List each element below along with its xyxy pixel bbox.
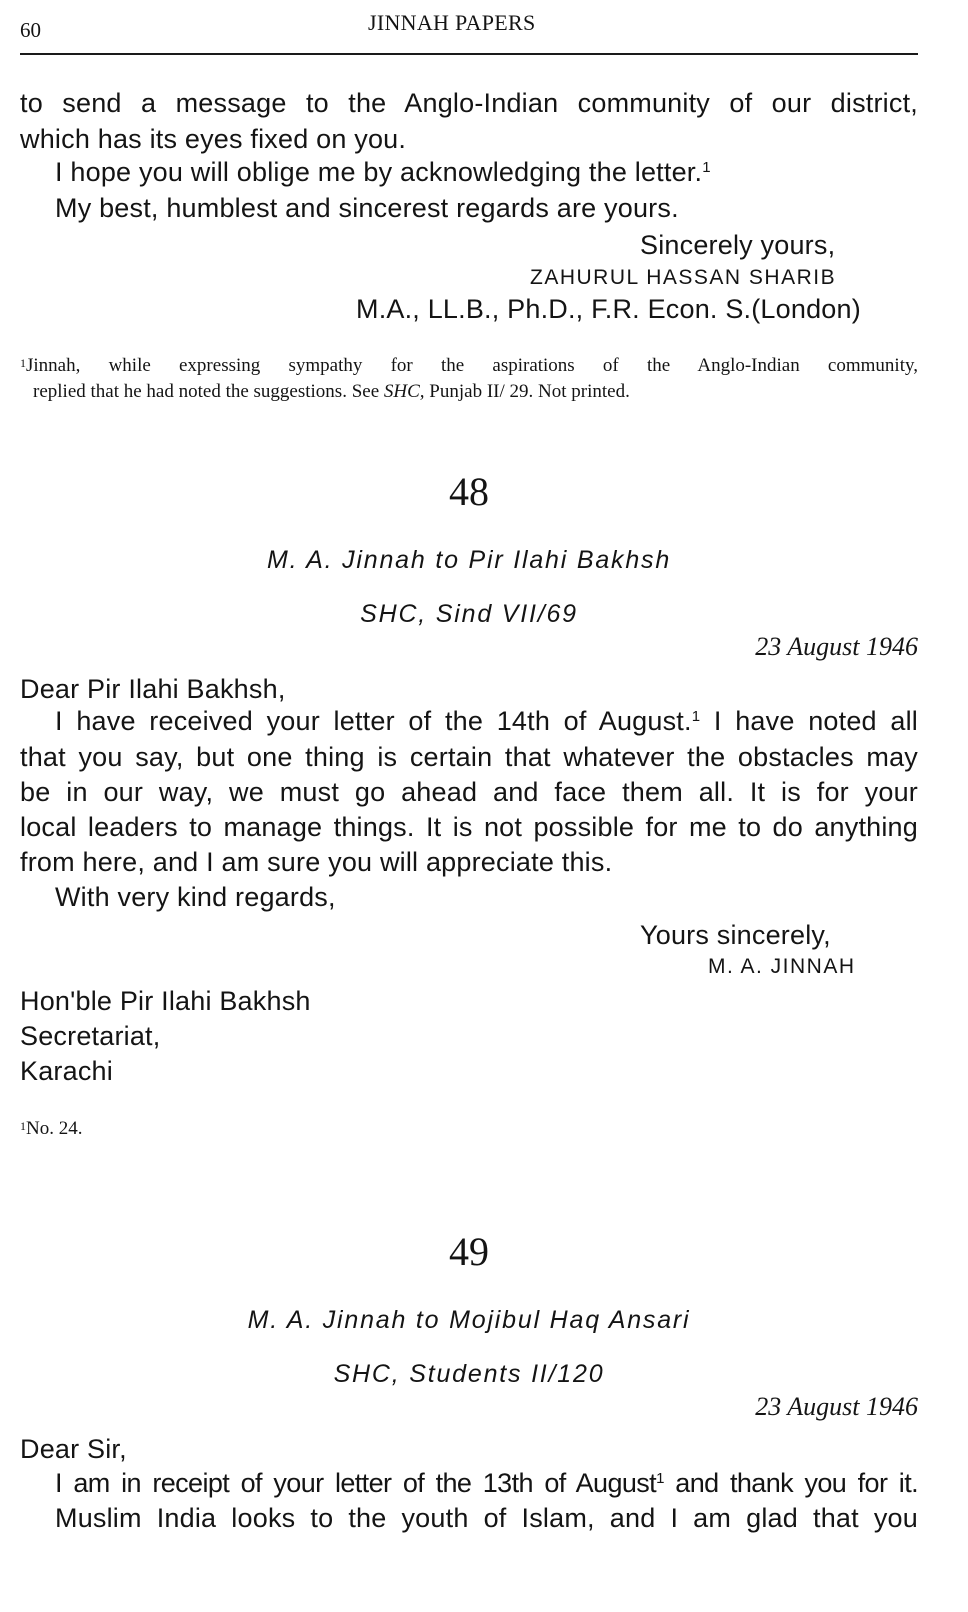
document-48-title: M. A. Jinnah to Pir Ilahi Bakhsh [266, 546, 672, 574]
document-48-line-3: be in our way, we must go ahead and face them all. It is for your [20, 777, 918, 807]
document-number-48: 48 [449, 469, 489, 514]
top-letter-line-1: to send a message to the Anglo-Indian community of our district, [20, 88, 918, 118]
top-footnote-line-1: $^1$Jinnah, while expressing sympathy for the aspirations of the Anglo-Indian community, [20, 355, 918, 376]
document-48-salutation: Dear Pir Ilahi Bakhsh, [20, 674, 286, 704]
document-48-source: SHC, Sind VII/69 [360, 600, 578, 628]
document-48-addressee-line-1: Hon'ble Pir Ilahi Bakhsh [20, 986, 311, 1016]
document-48-addressee-line-3: Karachi [20, 1056, 113, 1086]
top-letter-line-2: which has its eyes fixed on you. [20, 124, 407, 154]
page-number: 60 [20, 18, 41, 42]
footnote-marker: 1 [656, 1470, 664, 1487]
document-48-line-5: from here, and I am sure you will appreciate this. [20, 847, 613, 877]
footnote-marker: 1 [20, 1119, 26, 1133]
document-48-line-6: With very kind regards, [55, 882, 336, 912]
document-48-date: 23 August 1946 [755, 632, 918, 661]
document-48-signatory: M. A. JINNAH [708, 955, 856, 978]
top-letter-qualifications: M.A., LL.B., Ph.D., F.R. Econ. S.(London) [356, 294, 861, 324]
top-footnote-line-2: replied that he had noted the suggestions. See SHC, Punjab II/ 29. Not printed. [33, 381, 630, 402]
top-letter-closing: Sincerely yours, [640, 230, 836, 260]
footnote-marker: 1 [691, 708, 701, 725]
top-letter-line-3: I hope you will oblige me by acknowledging the letter.$^1$ [55, 157, 711, 187]
header-rule [20, 53, 918, 55]
document-48-footnote: $^1$No. 24. [20, 1118, 83, 1139]
document-49-source: SHC, Students II/120 [333, 1360, 605, 1388]
document-49-date: 23 August 1946 [755, 1392, 918, 1421]
document-number-49: 49 [449, 1229, 489, 1274]
document-48-line-2: that you say, but one thing is certain that whatever the obstacles may [20, 742, 918, 772]
document-48-closing: Yours sincerely, [640, 920, 831, 950]
top-letter-line-4: My best, humblest and sincerest regards are yours. [55, 193, 679, 223]
document-48-line-4: local leaders to manage things. It is not possible for me to do anything [20, 812, 918, 842]
document-49-line-2: Muslim India looks to the youth of Islam, and I am glad that you [55, 1503, 918, 1533]
document-48-line-1: I have received your letter of the 14th of August.$^1$ I have noted all [55, 706, 919, 736]
top-letter-signatory: ZAHURUL HASSAN SHARIB [530, 266, 837, 289]
footnote-marker: 1 [702, 159, 711, 176]
document-49-line-1: I am in receipt of your letter of the 13th of August$^1$ and thank you for it. [55, 1468, 918, 1498]
running-title: JINNAH PAPERS [368, 10, 536, 35]
footnote-marker: 1 [20, 356, 26, 370]
document-49-title: M. A. Jinnah to Mojibul Haq Ansari [247, 1306, 691, 1334]
document-49-salutation: Dear Sir, [20, 1434, 127, 1464]
document-48-addressee-line-2: Secretariat, [20, 1021, 161, 1051]
